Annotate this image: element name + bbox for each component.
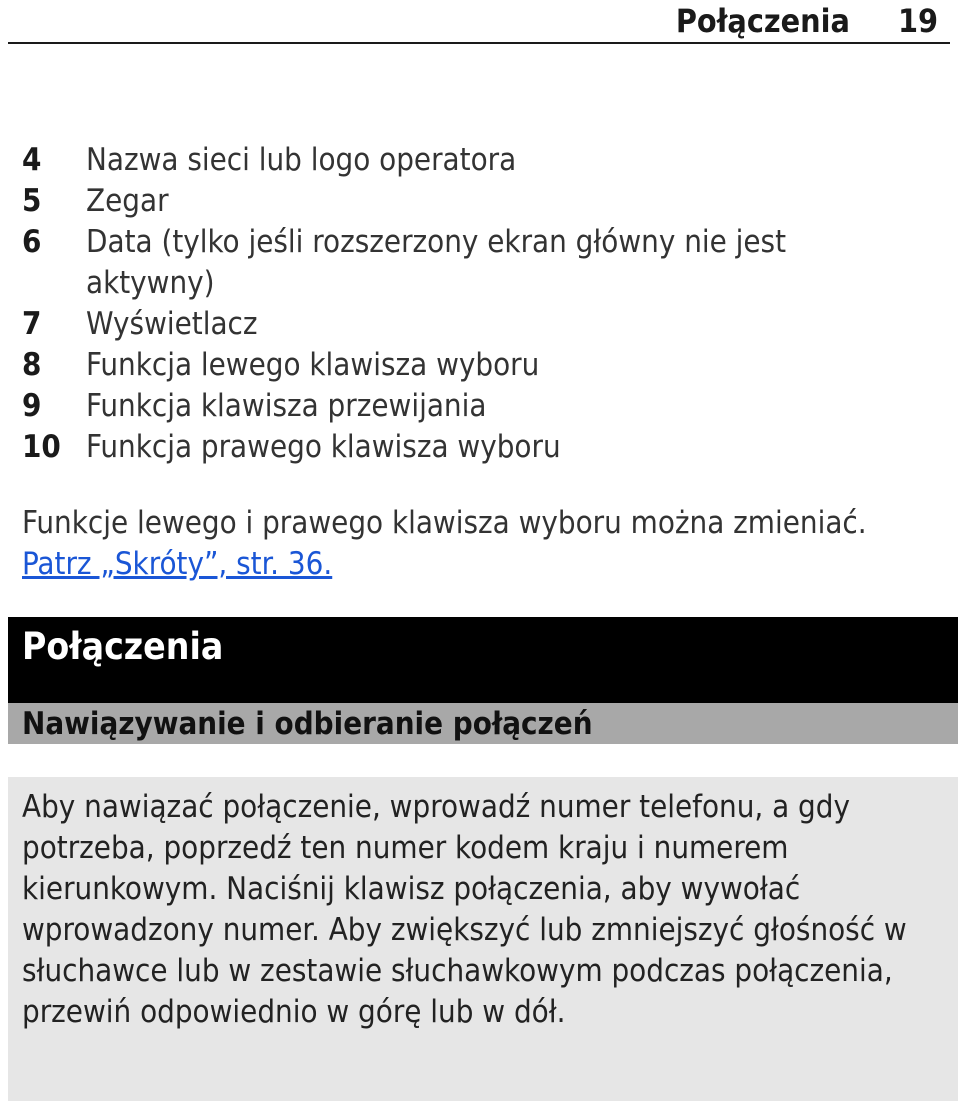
legend-list bbox=[22, 140, 906, 468]
legend-text: Wyświetlacz bbox=[86, 306, 258, 342]
page-header bbox=[8, 0, 950, 44]
instructions-text: Aby nawiązać połączenie, wprowadź numer telefonu, a gdy potrzeba, poprzedź ten numer kodem kraju i numerem kierunkowym. Naciśnij klawisz połączenia, aby wywołać wprowadzony numer. Aby zwiększyć lub zmniejszyć głośność w słuchawce lub w zestawie słuchawkowym podczas połączenia, przewiń odpowiednio w górę lub w dół. bbox=[22, 789, 907, 1030]
subsection-heading-bar bbox=[8, 703, 958, 744]
legend-text: Zegar bbox=[86, 183, 169, 219]
legend-item bbox=[22, 140, 906, 181]
legend-number: 8 bbox=[22, 347, 42, 383]
legend-number: 4 bbox=[22, 142, 42, 178]
section-heading-bar bbox=[8, 617, 958, 703]
legend-item bbox=[22, 304, 906, 345]
legend-item bbox=[22, 427, 906, 468]
section-title: Połączenia bbox=[22, 624, 224, 668]
legend-text: Funkcja prawego klawisza wyboru bbox=[86, 429, 561, 465]
header-title: Połączenia bbox=[675, 2, 850, 40]
legend-text: Nazwa sieci lub logo operatora bbox=[86, 142, 517, 178]
note-text: Funkcje lewego i prawego klawisza wyboru można zmieniać. bbox=[22, 505, 867, 541]
shortcuts-link[interactable]: Patrz „Skróty”, str. 36. bbox=[22, 546, 333, 582]
legend-text: Funkcja lewego klawisza wyboru bbox=[86, 347, 540, 383]
legend-number: 5 bbox=[22, 183, 42, 219]
legend-item bbox=[22, 345, 906, 386]
legend-number: 10 bbox=[22, 429, 61, 465]
legend-item bbox=[22, 222, 906, 304]
legend-number: 6 bbox=[22, 224, 42, 260]
legend-item bbox=[22, 386, 906, 427]
legend-text: Funkcja klawisza przewijania bbox=[86, 388, 487, 424]
legend-number: 7 bbox=[22, 306, 42, 342]
note-paragraph bbox=[22, 503, 922, 585]
legend-number: 9 bbox=[22, 388, 42, 424]
instructions-box bbox=[8, 777, 958, 1101]
legend-item bbox=[22, 181, 906, 222]
subsection-title: Nawiązywanie i odbieranie połączeń bbox=[22, 705, 593, 742]
legend-text: Data (tylko jeśli rozszerzony ekran główny nie jest aktywny) bbox=[86, 224, 787, 301]
page-number: 19 bbox=[897, 2, 938, 40]
